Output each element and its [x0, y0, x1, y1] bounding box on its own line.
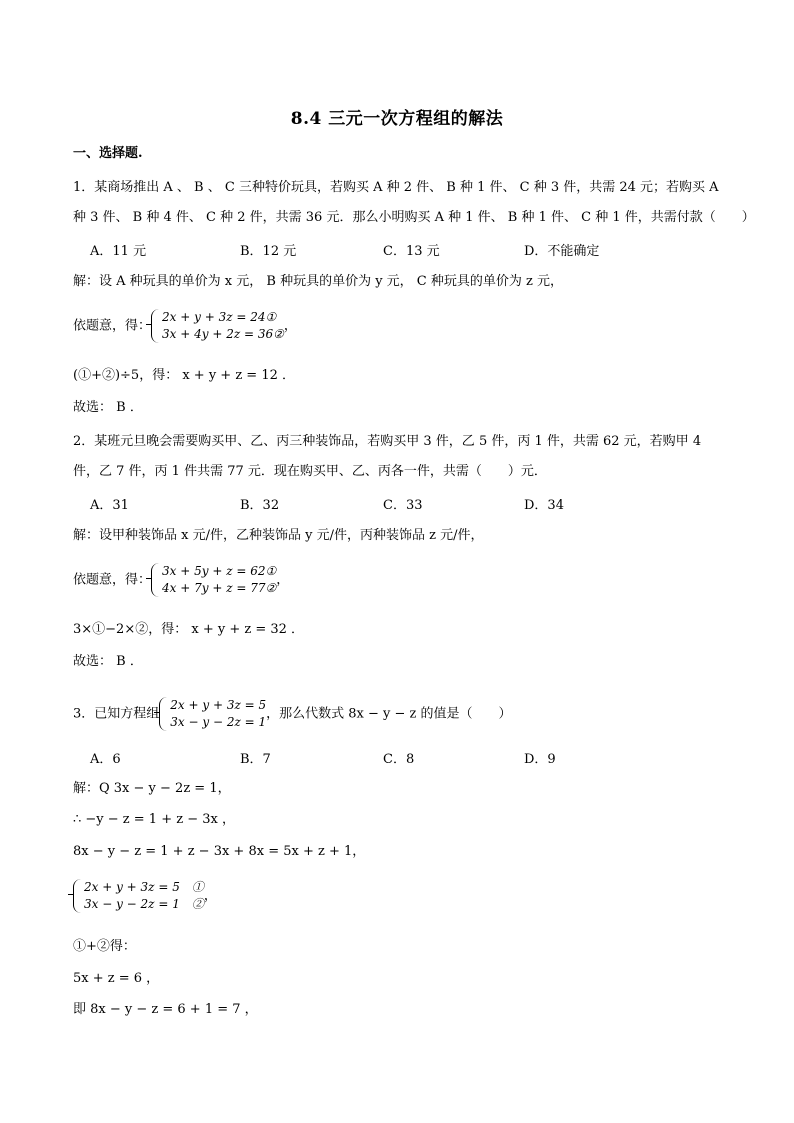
system-prefix: 依题意，得： — [73, 318, 152, 334]
q2-step: 3×①−2×②，得： x + y + z = 32 ． — [73, 622, 305, 637]
brace-icon — [73, 879, 81, 913]
question-1-line-1: 1．某商场推出 A 、 B 、 C 三种特价玩具，若购买 A 种 2 件、 B 种 1 件、 C 种 3 件，共需 24 元；若购买 A — [73, 180, 719, 195]
option-c: C．33 — [383, 498, 423, 513]
q3-solution-step-3: 8x − y − z = 1 + z − 3x + 8x = 5x + z + 1， — [73, 844, 366, 859]
system-suffix: ， — [276, 572, 290, 588]
q3-suffix: ，那么代数式 8x − y − z 的值是（ ） — [266, 706, 512, 722]
equation-1: 2x + y + 3z = 5 ① — [84, 880, 204, 894]
option-c: C．8 — [383, 752, 415, 767]
equation-2: 3x + 4y + 2z = 36② — [162, 327, 284, 341]
question-3-stem — [73, 697, 512, 731]
equation-2: 3x − y − 2z = 1 — [170, 715, 267, 729]
system-suffix: ， — [283, 318, 297, 334]
option-d: D．不能确定 — [524, 244, 600, 259]
option-c: C．13 元 — [383, 244, 440, 259]
option-b: B．32 — [240, 498, 280, 513]
q1-equation-system — [73, 309, 297, 343]
q3-solution-step-2: ∴ −y − z = 1 + z − 3x ， — [73, 812, 235, 827]
option-b: B．12 元 — [240, 244, 297, 259]
q1-solution-intro: 解：设 A 种玩具的单价为 x 元， B 种玩具的单价为 y 元， C 种玩具的单价为 z 元， — [73, 274, 564, 289]
question-2-line-2: 件，乙 7 件，丙 1 件共需 77 元．现在购买甲、乙、丙各一件，共需（ ）元． — [73, 464, 547, 479]
q3-solution-step-1: 解：Q 3x − y − 2z = 1， — [73, 781, 231, 796]
equation-1: 2x + y + 3z = 24① — [162, 310, 277, 324]
q2-equation-system — [73, 563, 289, 597]
system-suffix: ， — [203, 888, 217, 904]
equation-system — [73, 879, 204, 913]
equation-1: 2x + y + 3z = 5 — [170, 698, 267, 712]
option-a: A．6 — [90, 752, 121, 767]
q2-solution-intro: 解：设甲种装饰品 x 元/件，乙种装饰品 y 元/件，丙种装饰品 z 元/件， — [73, 528, 484, 543]
q2-answer: 故选： B ． — [73, 654, 143, 669]
equation-system — [159, 697, 266, 731]
equation-system — [151, 309, 284, 343]
q3-solution-step-4: ①+②得： — [73, 939, 136, 954]
q1-step: (①+②)÷5，得： x + y + z = 12 ． — [73, 368, 296, 383]
brace-icon — [159, 697, 167, 731]
question-1-line-2: 种 3 件、 B 种 4 件、 C 种 2 件，共需 36 元．那么小明购买 A 种 1 件、 B 种 1 件、 C 种 1 件，共需付款（ ） — [73, 210, 755, 225]
option-a: A．31 — [90, 498, 129, 513]
equation-1: 3x + 5y + z = 62① — [162, 564, 277, 578]
option-b: B．7 — [240, 752, 271, 767]
option-d: D．34 — [524, 498, 564, 513]
q1-answer: 故选： B ． — [73, 400, 143, 415]
equation-2: 3x − y − 2z = 1 ② — [84, 897, 204, 911]
q3-equation-system — [73, 879, 217, 913]
q3-solution-step-6: 即 8x − y − z = 6 + 1 = 7 ， — [73, 1002, 258, 1017]
section-heading: 一、选择题. — [73, 146, 143, 161]
q3-prefix: 3．已知方程组 — [73, 706, 160, 722]
system-prefix: 依题意，得： — [73, 572, 152, 588]
equation-2: 4x + 7y + z = 77② — [162, 581, 277, 595]
brace-icon — [151, 563, 159, 597]
option-a: A．11 元 — [90, 244, 147, 259]
q3-solution-step-5: 5x + z = 6 ， — [73, 971, 160, 986]
brace-icon — [151, 309, 159, 343]
question-2-line-1: 2．某班元旦晚会需要购买甲、乙、丙三种装饰品，若购买甲 3 件，乙 5 件，丙 1 件，共需 62 元，若购甲 4 — [73, 434, 702, 449]
page-title: 8.4 三元一次方程组的解法 — [290, 109, 504, 129]
option-d: D．9 — [524, 752, 556, 767]
equation-system — [151, 563, 276, 597]
